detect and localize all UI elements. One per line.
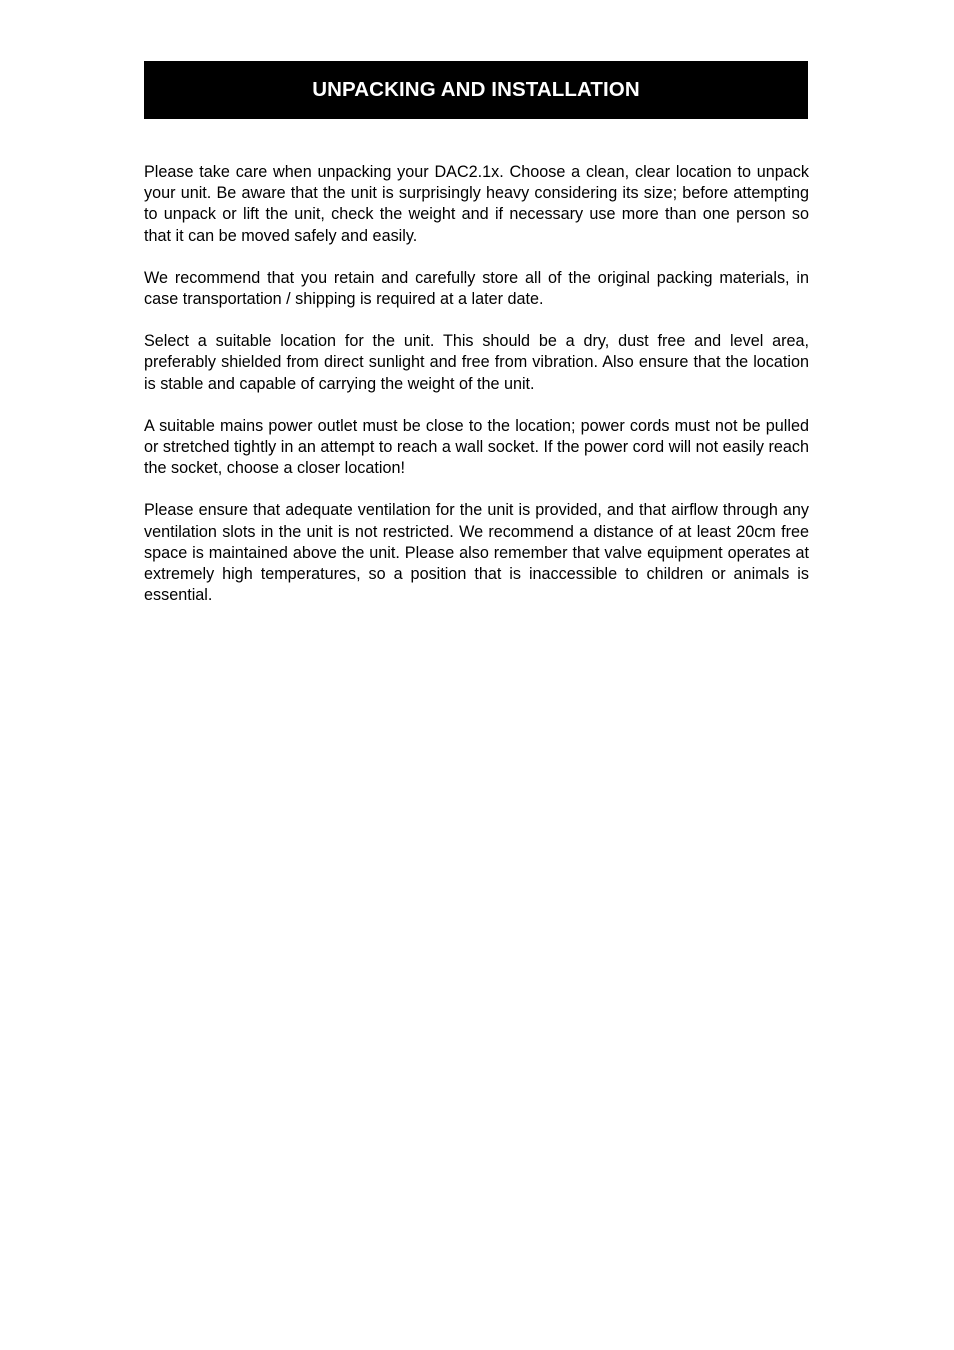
paragraph-power-outlet: A suitable mains power outlet must be close to the location; power cords must not be pulled or stretched tightly in an attempt to reach a wall socket. If the power cord will not easily reach the socket, choose a closer location!: [144, 416, 809, 478]
section-header-bar: [144, 61, 808, 119]
body-text: [144, 162, 809, 627]
paragraph-unpacking: Please take care when unpacking your DAC2.1x. Choose a clean, clear location to unpack your unit. Be aware that the unit is surprisingly heavy considering its size; before attempting to unpack or lift the unit, check the weight and if necessary use more than one person so that it can be moved safely and easily.: [144, 163, 809, 245]
paragraph-packing-materials: We recommend that you retain and carefully store all of the original packing materials, in case transportation / shipping is required at a later date.: [144, 268, 809, 309]
paragraph-ventilation: Please ensure that adequate ventilation for the unit is provided, and that airflow through any ventilation slots in the unit is not restricted. We recommend a distance of at least 20cm free space is maintained above the unit. Please also remember that valve equipment operates at extremely high temperatures, so a position that is inaccessible to children or animals is essential.: [144, 501, 809, 605]
page-title: UNPACKING AND INSTALLATION: [312, 78, 640, 101]
paragraph-location: Select a suitable location for the unit. This should be a dry, dust free and level area, preferably shielded from direct sunlight and free from vibration. Also ensure that the location is stable and capable of carrying the weight of the unit.: [144, 332, 809, 393]
